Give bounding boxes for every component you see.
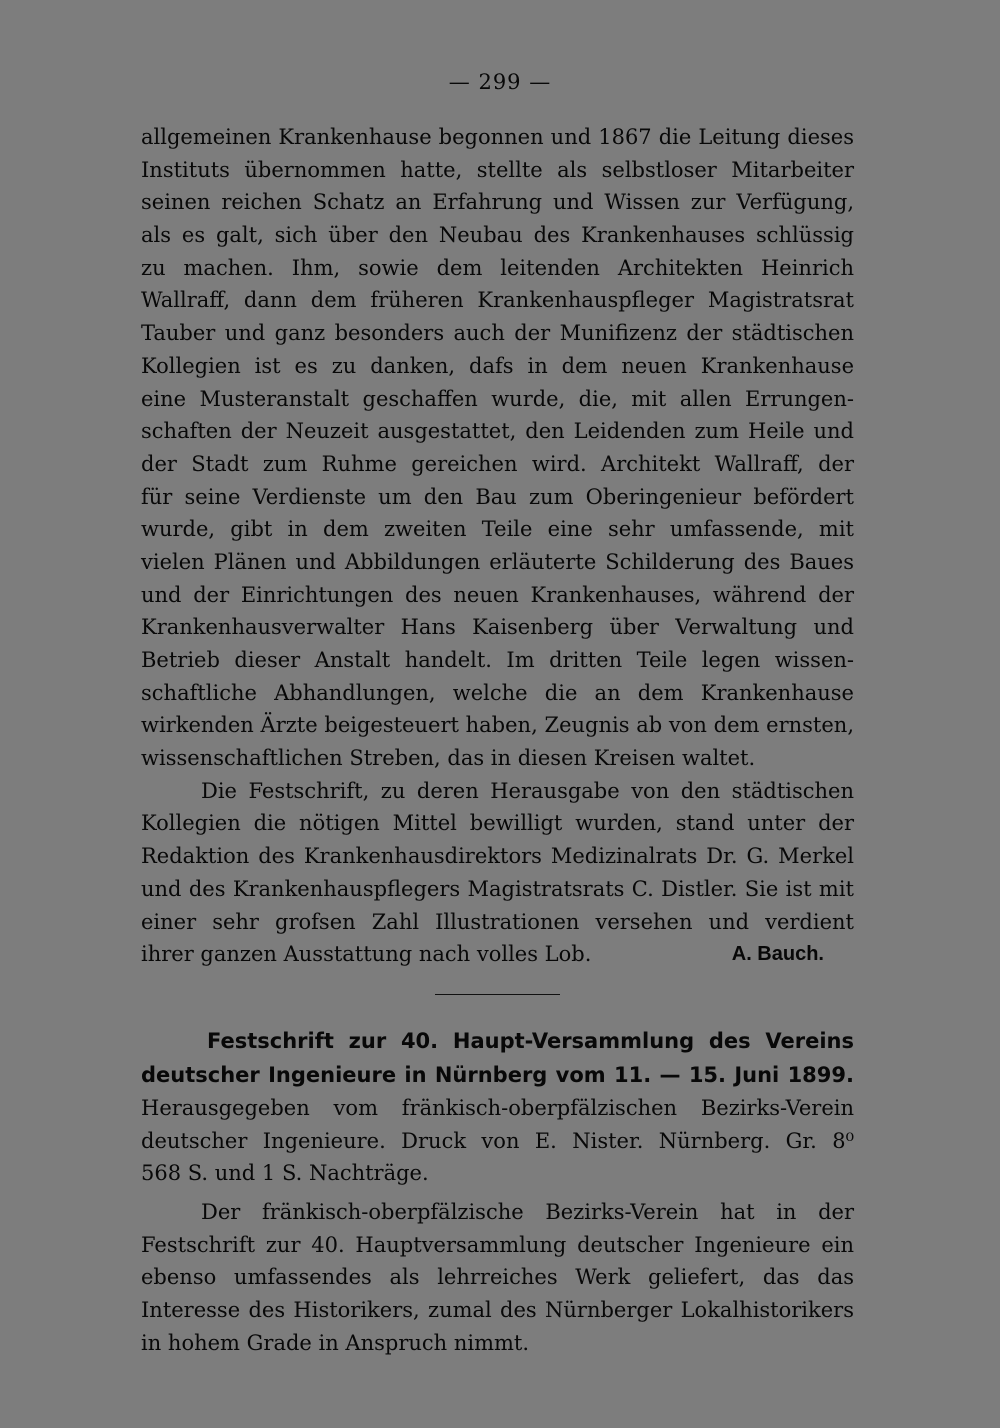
text-line: für seine Verdienste um den Bau zum Oberingenieur befördert: [141, 484, 854, 509]
text-line: wissenschaftlichen Streben, das in diesen Kreisen waltet.: [141, 746, 756, 771]
bibliographic-line: Herausgegeben vom fränkisch-oberpfälzischen Bezirks-Verein: [141, 1096, 854, 1120]
page-number: — 299 —: [448, 70, 552, 94]
text-line: Instituts übernommen hatte, stellte als selbstloser Mitarbeiter: [141, 157, 854, 182]
text-line: seinen reichen Schatz an Erfahrung und Wissen zur Verfügung,: [141, 190, 854, 215]
text-line: einer sehr grofsen Zahl Illustrationen versehen und verdient: [141, 909, 854, 934]
section-divider: [435, 994, 560, 995]
reviewer-signature: A. Bauch.: [731, 943, 824, 966]
bibliographic-line: deutscher Ingenieure. Druck von E. Nister. Nürnberg. Gr. 8⁰: [141, 1128, 854, 1153]
text-line: schaftliche Abhandlungen, welche die an dem Krankenhause: [141, 680, 854, 705]
text-line: Kollegien ist es zu danken, dafs in dem neuen Krankenhause: [141, 353, 854, 378]
text-line: und des Krankenhauspflegers Magistratsrats C. Distler. Sie ist mit: [141, 876, 854, 901]
book-title-heading: deutscher Ingenieure in Nürnberg vom 11. — 15. Juni 1899.: [141, 1063, 854, 1087]
text-line: Tauber und ganz besonders auch der Munifizenz der städtischen: [141, 321, 854, 346]
text-line: wirkenden Ärzte beigesteuert haben, Zeugnis ab von dem ernsten,: [141, 713, 854, 738]
text-line: Die Festschrift, zu deren Herausgabe von den städtischen: [201, 778, 854, 803]
review-entry: [141, 1024, 854, 1360]
text-line: vielen Plänen und Abbildungen erläuterte Schilderung des Baues: [141, 549, 854, 574]
text-line: Wallraff, dann dem früheren Krankenhauspfleger Magistratsrat: [141, 288, 854, 313]
text-line: Redaktion des Krankenhausdirektors Medizinalrats Dr. G. Merkel: [141, 844, 854, 869]
review-body: [141, 121, 854, 971]
text-line: schaften der Neuzeit ausgestattet, den Leidenden zum Heile und: [141, 419, 854, 444]
text-line: in hohem Grade in Anspruch nimmt.: [141, 1330, 530, 1355]
text-line: Kollegien die nötigen Mittel bewilligt wurden, stand unter der: [141, 811, 854, 836]
closing-line: [141, 938, 854, 971]
text-line: wurde, gibt in dem zweiten Teile eine sehr umfassende, mit: [141, 517, 854, 542]
text-line: als es galt, sich über den Neubau des Krankenhauses schlüssig: [141, 223, 854, 248]
text-line: der Stadt zum Ruhme gereichen wird. Architekt Wallraff, der: [141, 451, 854, 476]
text-line: Betrieb dieser Anstalt handelt. Im dritten Teile legen wissen-: [141, 648, 854, 672]
text-line: Festschrift zur 40. Hauptversammlung deutscher Ingenieure ein: [141, 1232, 854, 1257]
text-line: Interesse des Historikers, zumal des Nürnberger Lokalhistorikers: [141, 1298, 854, 1323]
text-line: zu machen. Ihm, sowie dem leitenden Architekten Heinrich: [141, 255, 854, 280]
text-line: Krankenhausverwalter Hans Kaisenberg über Verwaltung und: [141, 615, 854, 640]
book-title-heading: Festschrift zur 40. Haupt-Versammlung des Vereins: [207, 1029, 854, 1053]
text-line: ebenso umfassendes als lehrreiches Werk geliefert, das das: [141, 1265, 854, 1290]
text-line: eine Musteranstalt geschaffen wurde, die, mit allen Errungen-: [141, 386, 854, 411]
bibliographic-line: 568 S. und 1 S. Nachträge.: [141, 1161, 429, 1186]
text-line: allgemeinen Krankenhause begonnen und 1867 die Leitung dieses: [141, 125, 854, 149]
text-line: und der Einrichtungen des neuen Krankenhauses, während der: [141, 582, 854, 607]
text-line: Der fränkisch-oberpfälzische Bezirks-Verein hat in der: [201, 1200, 854, 1225]
final-sentence: ihrer ganzen Ausstattung nach volles Lob.: [141, 942, 592, 967]
